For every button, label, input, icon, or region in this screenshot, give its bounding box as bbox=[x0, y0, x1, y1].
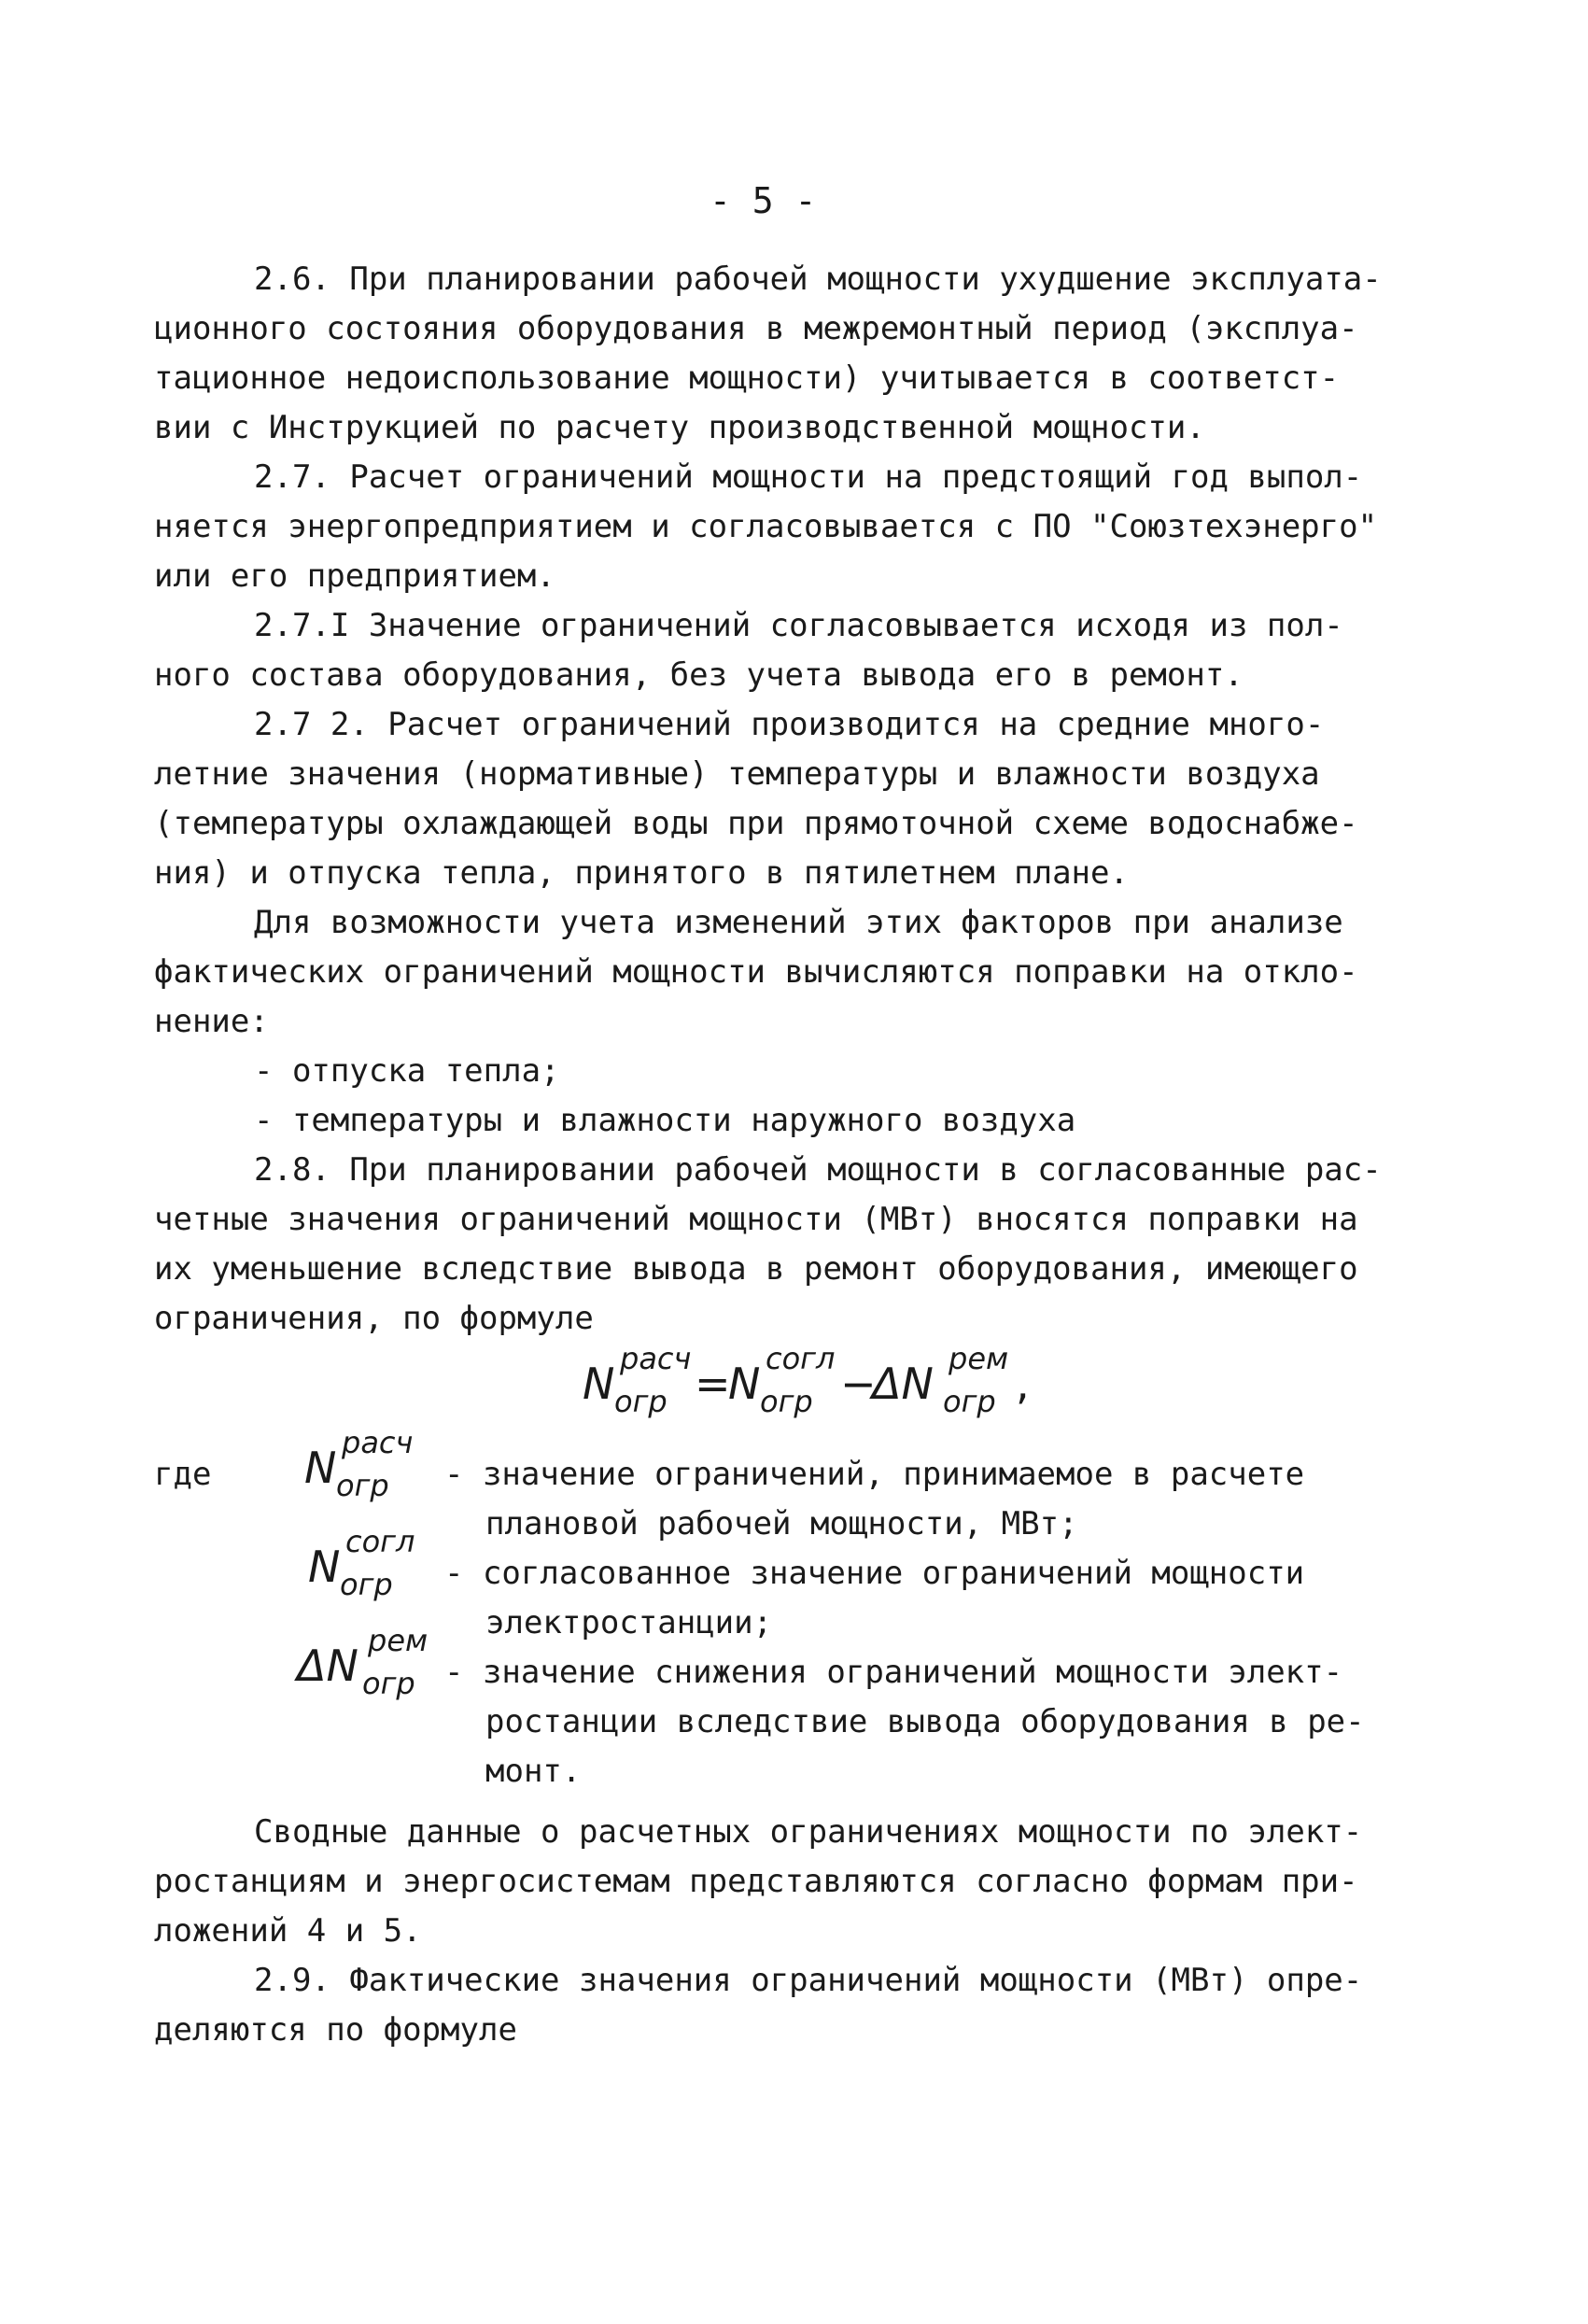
text-line: ростанциям и энергосистемам представляются согласно формам при- bbox=[154, 1863, 1358, 1900]
text-line: няется энергопредприятием и согласовывается с ПО "Союзтехэнерго" bbox=[154, 508, 1378, 545]
formula-eq: = bbox=[695, 1359, 731, 1409]
text-line: деляются по формуле bbox=[154, 2011, 517, 2049]
text-line: нение: bbox=[154, 1003, 269, 1040]
text-line: ного состава оборудования, без учета вывода его в ремонт. bbox=[154, 656, 1244, 694]
text-line: ционного состояния оборудования в межремонтный период (эксплуа- bbox=[154, 310, 1358, 347]
formula-comma: , bbox=[1016, 1359, 1030, 1409]
text-line: их уменьшение вследствие вывода в ремонт оборудования, имеющего bbox=[154, 1250, 1358, 1288]
text-line: 2.7. Расчет ограничений мощности на предстоящий год выпол- bbox=[254, 458, 1363, 496]
text-line: тационное недоиспользование мощности) учитывается в соответст- bbox=[154, 359, 1340, 397]
where-label: где bbox=[154, 1456, 212, 1493]
definition-line: электростанции; bbox=[485, 1604, 773, 1641]
text-line: ния) и отпуска тепла, принятого в пятилетнем плане. bbox=[154, 854, 1129, 892]
text-line: 2.8. При планировании рабочей мощности в согласованные рас- bbox=[254, 1151, 1382, 1189]
page-number: - 5 - bbox=[710, 180, 817, 221]
definition-line: - значение снижения ограничений мощности элект- bbox=[444, 1654, 1343, 1691]
formula-delta-n: ΔN bbox=[872, 1359, 934, 1409]
symbol-sup: расч bbox=[342, 1425, 414, 1460]
definition-line: - согласованное значение ограничений мощности bbox=[444, 1555, 1305, 1592]
formula-sub: огр bbox=[943, 1384, 996, 1419]
text-line: (температуры охлаждающей воды при прямоточной схеме водоснабже- bbox=[154, 805, 1358, 842]
text-line: Для возможности учета изменений этих факторов при анализе bbox=[254, 904, 1343, 941]
text-line: четные значения ограничений мощности (МВт) вносятся поправки на bbox=[154, 1201, 1358, 1238]
symbol-sub: огр bbox=[340, 1567, 393, 1602]
symbol-n: N bbox=[304, 1443, 337, 1493]
definition-line: - значение ограничений, принимаемое в расчете bbox=[444, 1456, 1305, 1493]
text-line: или его предприятием. bbox=[154, 557, 555, 595]
symbol-sup: рем bbox=[368, 1623, 429, 1658]
text-line: Сводные данные о расчетных ограничениях мощности по элект- bbox=[254, 1813, 1363, 1851]
symbol-sub: огр bbox=[362, 1666, 415, 1701]
formula-n: N bbox=[583, 1359, 615, 1409]
symbol-delta-n: ΔN bbox=[297, 1641, 358, 1691]
symbol-sup: согл bbox=[345, 1524, 415, 1559]
list-item: - температуры и влажности наружного воздуха bbox=[254, 1102, 1076, 1139]
formula-sup: рем bbox=[949, 1341, 1009, 1376]
text-line: ограничения, по формуле bbox=[154, 1300, 594, 1337]
definition-line: монт. bbox=[485, 1753, 582, 1790]
text-line: 2.6. При планировании рабочей мощности ухудшение эксплуата- bbox=[254, 261, 1382, 298]
symbol-n: N bbox=[308, 1542, 341, 1592]
text-line: ложений 4 и 5. bbox=[154, 1912, 422, 1950]
text-line: фактических ограничений мощности вычисляются поправки на откло- bbox=[154, 953, 1358, 991]
list-item: - отпуска тепла; bbox=[254, 1052, 560, 1090]
text-line: 2.9. Фактические значения ограничений мощности (МВт) опре- bbox=[254, 1962, 1363, 1999]
definition-line: плановой рабочей мощности, МВт; bbox=[485, 1505, 1078, 1542]
formula-n: N bbox=[728, 1359, 761, 1409]
formula-sup: расч bbox=[620, 1341, 692, 1376]
symbol-sub: огр bbox=[336, 1468, 389, 1503]
text-line: 2.7 2. Расчет ограничений производится на средние много- bbox=[254, 706, 1325, 743]
text-line: 2.7.I Значение ограничений согласовывается исходя из пол- bbox=[254, 607, 1343, 644]
formula-sub: огр bbox=[760, 1384, 813, 1419]
definition-line: ростанции вследствие вывода оборудования в ре- bbox=[485, 1703, 1365, 1740]
formula-minus: − bbox=[840, 1359, 877, 1409]
formula-sup: согл bbox=[766, 1341, 836, 1376]
text-line: летние значения (нормативные) температуры и влажности воздуха bbox=[154, 755, 1320, 793]
formula-sub: огр bbox=[614, 1384, 668, 1419]
text-line: вии с Инструкцией по расчету производственной мощности. bbox=[154, 409, 1205, 446]
